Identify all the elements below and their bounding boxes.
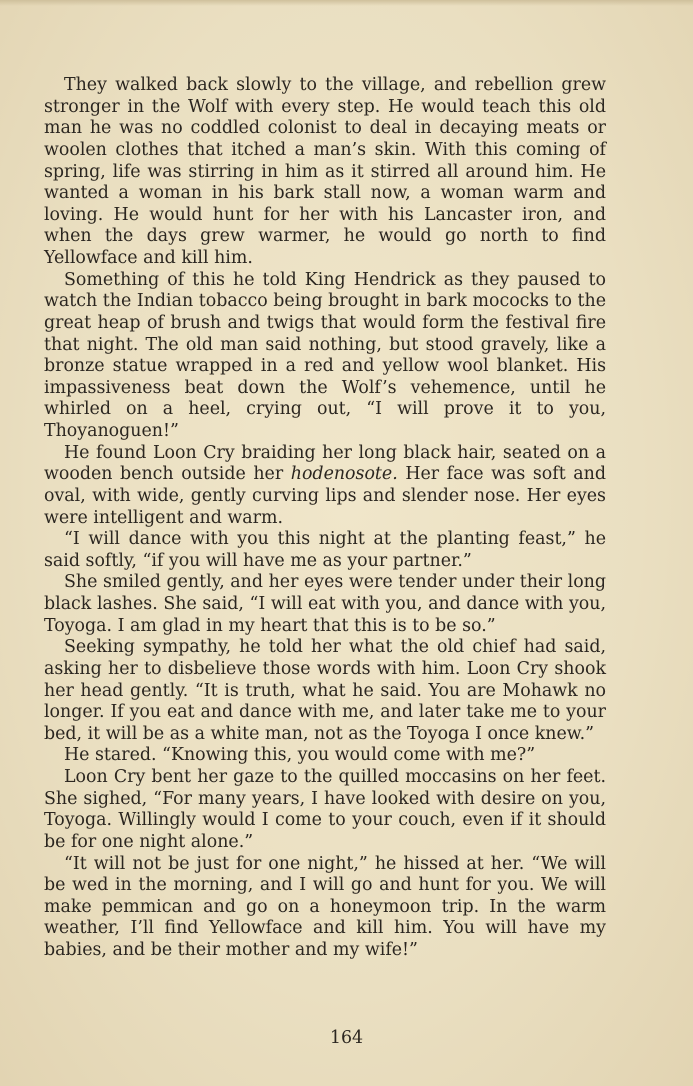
- paragraph-3-after: Her face was soft and oval, with wide, gently curving lips and slender nose. Her eyes were intelligent and warm.: [44, 464, 606, 528]
- paragraph-3-before: He found Loon Cry braiding her long black hair, seated on a wooden bench outside her: [44, 442, 606, 485]
- paragraph-3: [44, 443, 606, 530]
- page-number: 164: [329, 1028, 364, 1048]
- paragraph-6: Seeking sympathy, he told her what the old chief had said, asking her to disbelieve those words with him. Loon Cry shook her head gently. “It is truth, what he said. You are Mohawk no longer. If you eat and dance with me, and later take me to your bed, it will be as a white man, not as the Toyoga I once knew.”: [44, 637, 606, 744]
- page-top-edge: [0, 0, 693, 6]
- paragraph-4: “I will dance with you this night at the planting feast,” he said softly, “if you will have me as your partner.”: [44, 529, 606, 571]
- paragraph-1: They walked back slowly to the village, and rebellion grew stronger in the Wolf with every step. He would teach this old man he was no coddled colonist to deal in decaying meats or woolen clothes that itched a man’s skin. With this coming of spring, life was stirring in him as it stirred all around him. He wanted a woman in his bark stall now, a woman warm and loving. He would hunt for her with his Lancaster iron, and when the days grew warmer, he would go north to find Yellowface and kill him.: [44, 75, 606, 268]
- paragraph-3-italic: hodenosote.: [290, 464, 398, 485]
- paragraph-8: Loon Cry bent her gaze to the quilled moccasins on her feet. She sighed, “For many years, I have looked with desire on you, Toyoga. Willingly would I come to your couch, even if it should be for one night alone.”: [44, 767, 606, 852]
- paragraph-2: Something of this he told King Hendrick as they paused to watch the Indian tobacco being brought in bark mococks to the great heap of brush and twigs that would form the festival fire that night. The old man said nothing, but stood gravely, like a bronze statue wrapped in a red and yellow wool blanket. His impassiveness beat down the Wolf’s vehemence, until he whirled on a heel, crying out, “I will prove it to you, Thoyanoguen!”: [44, 269, 606, 441]
- body-text: [44, 75, 606, 962]
- paragraph-9: “It will not be just for one night,” he hissed at her. “We will be wed in the morning, and I will go and hunt for you. We will make pemmican and go on a honeymoon trip. In the warm weather, I’ll find Yellowface and kill him. You will have my babies, and be their mother and my wife!”: [44, 853, 606, 960]
- paragraph-5: She smiled gently, and her eyes were tender under their long black lashes. She said, “I will eat with you, and dance with you, Toyoga. I am glad in my heart that this is to be so.”: [44, 572, 606, 636]
- paragraph-7: He stared. “Knowing this, you would come with me?”: [64, 745, 536, 766]
